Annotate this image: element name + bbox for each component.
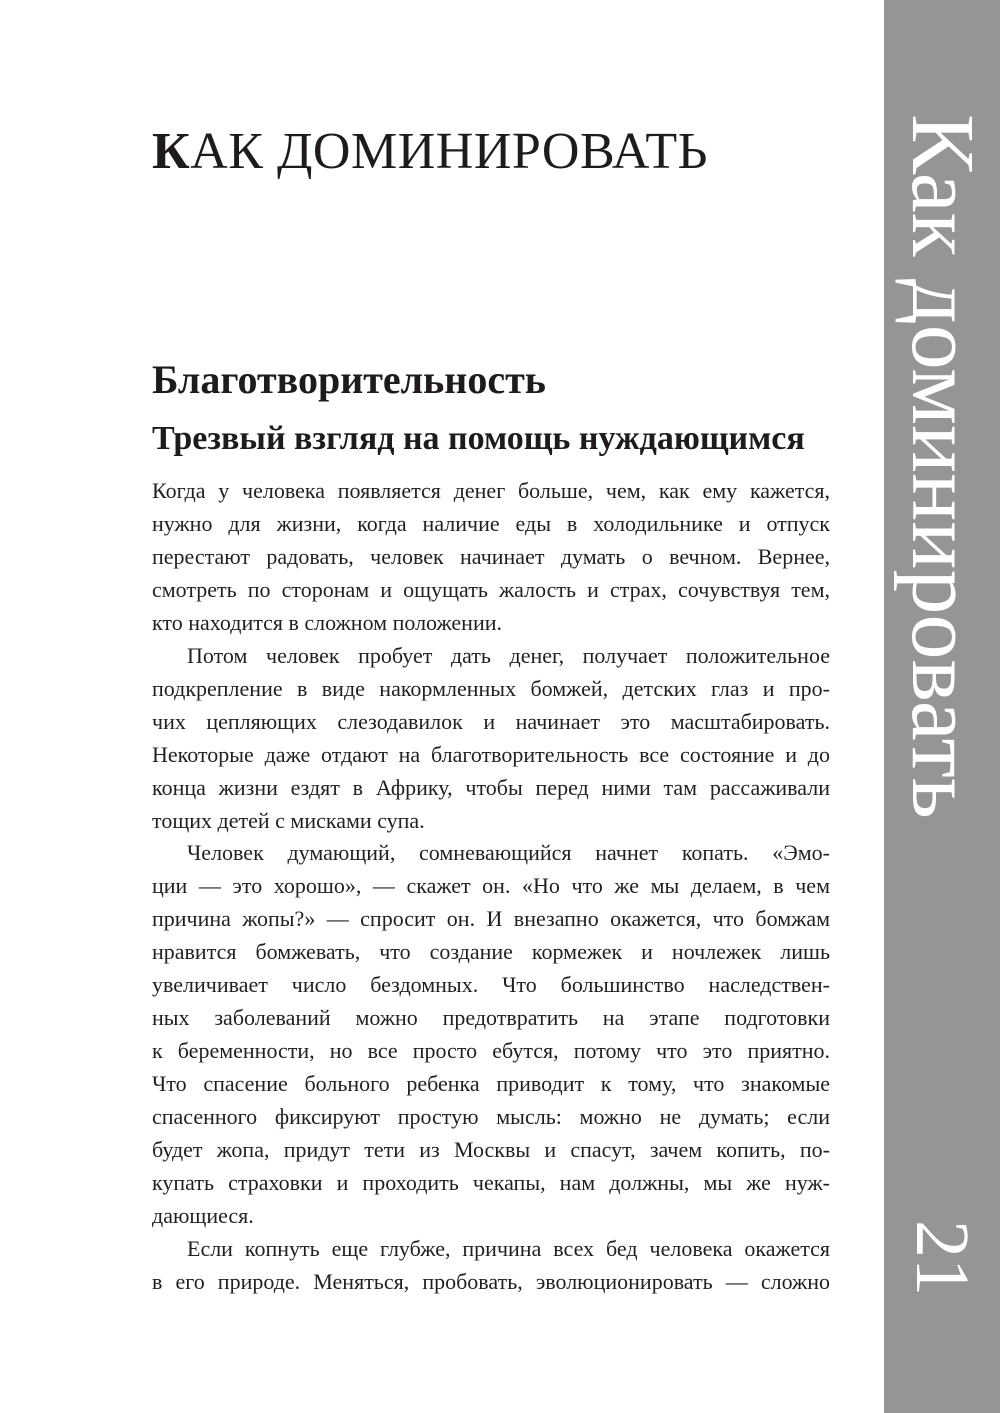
body-line: Человек думающий, сомневающийся начнет копать. «Эмо- [187, 840, 830, 866]
body-line: смотреть по сторонам и ощущать жалость и страх, сочувствуя тем, [152, 576, 830, 602]
body-text [152, 475, 830, 1299]
body-line: ных заболеваний можно предотвратить на этапе подготовки [152, 1005, 830, 1031]
subheading: Трезвый взгляд на помощь нуждающимся [152, 420, 805, 457]
body-line: Потом человек пробует дать денег, получает положительное [187, 642, 830, 668]
paragraph [152, 837, 830, 1232]
body-line: дающиеся. [152, 1202, 254, 1228]
body-line: ции — это хорошо», — скажет он. «Но что же мы делаем, в чем [152, 873, 830, 899]
body-line: будет жопа, придут тети из Москвы и спасут, зачем копить, по- [152, 1137, 830, 1163]
running-head-title: Как доминировать [893, 114, 992, 819]
body-line: купать страховки и проходить чекапы, нам должны, мы же нуж- [152, 1170, 830, 1196]
section-heading: Благотворительность [152, 357, 546, 402]
body-line: Что спасение больного ребенка приводит к тому, что знакомые [152, 1071, 830, 1097]
body-line: конца жизни ездят в Африку, чтобы перед ними там рассаживали [152, 774, 830, 800]
body-line: к беременности, но все просто ебутся, потому что это приятно. [152, 1038, 830, 1064]
body-line: кто находится в сложном положении. [152, 609, 502, 635]
body-line: Некоторые даже отдают на благотворительность все состояние и до [152, 741, 830, 767]
body-line: перестают радовать, человек начинает думать о вечном. Вернее, [152, 543, 830, 569]
chapter-tab [884, 0, 1000, 1413]
body-line: увеличивает число бездомных. Что большинство наследствен- [152, 972, 830, 998]
paragraph [152, 475, 830, 640]
paragraph [152, 1233, 830, 1299]
body-line: чих цепляющих слезодавилок и начинает это масштабировать. [152, 708, 830, 734]
body-line: Если копнуть еще глубже, причина всех бед человека окажется [187, 1235, 830, 1261]
body-line: тощих детей с мисками супа. [152, 807, 425, 833]
body-line: Когда у человека появляется денег больше, чем, как ему кажется, [152, 478, 830, 503]
paragraph [152, 640, 830, 838]
chapter-title: КАК ДОМИНИРОВАТЬ [152, 123, 708, 180]
body-line: в его природе. Меняться, пробовать, эволюционировать — сложно [152, 1268, 830, 1294]
body-line: подкрепление в виде накормленных бомжей, детских глаз и про- [152, 675, 830, 701]
body-line: спасенного фиксируют простую мысль: можно не думать; если [152, 1104, 830, 1130]
page-number: 21 [900, 1220, 984, 1296]
body-line: причина жопы?» — спросит он. И внезапно окажется, что бомжам [152, 906, 830, 932]
body-line: нравится бомжевать, что создание кормежек и ночлежек лишь [152, 939, 830, 965]
body-line: нужно для жизни, когда наличие еды в холодильнике и отпуск [152, 510, 830, 536]
